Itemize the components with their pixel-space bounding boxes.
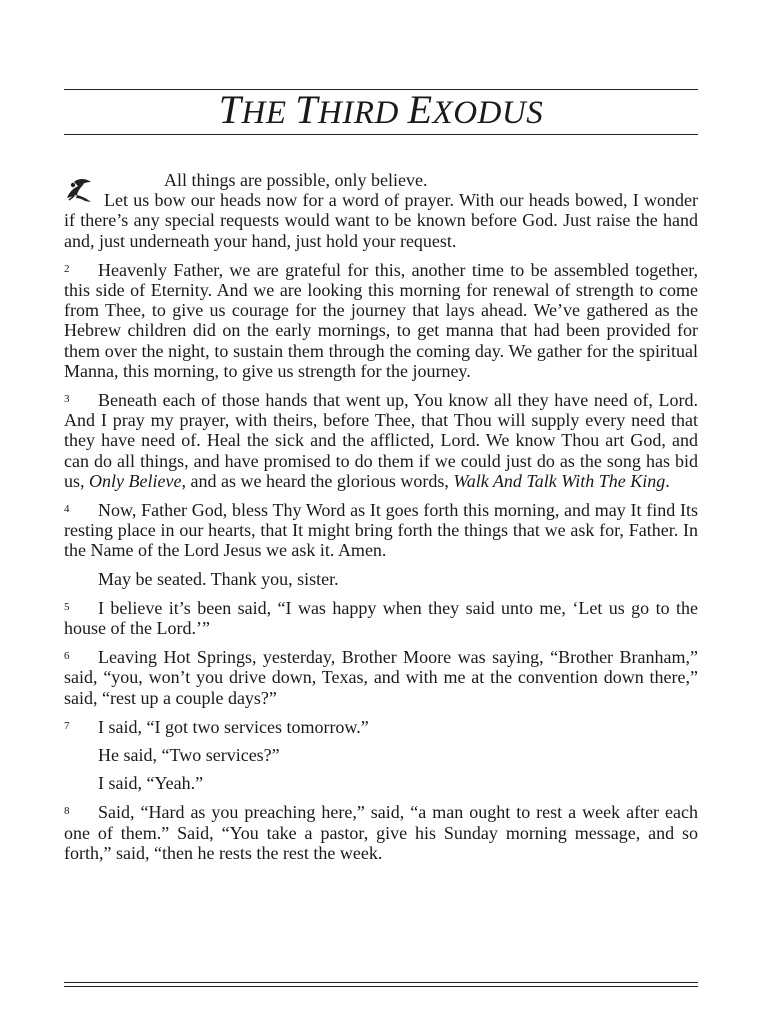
paragraph-number: 2 (64, 262, 70, 275)
footer-rule-2 (64, 986, 698, 987)
paragraph-4: 4 Now, Father God, bless Thy Word as It goes forth this morning, and may It find Its resting place in our hearts, that It might bring forth the things that we ask for, Father. In the Name of the Lord Jesus we ask it. Amen. (64, 500, 698, 561)
header-top-rule (64, 89, 698, 90)
paragraph-number: 3 (64, 393, 70, 406)
paragraph-5: 5 I believe it’s been said, “I was happy when they said unto me, ‘Let us go to the house of the Lord.’” (64, 597, 698, 639)
paragraph-8: 8 Said, “Hard as you preaching here,” said, “a man ought to rest a week after each one of them.” Said, “You take a pastor, give his Sunday morning message, and so forth,” said, “then he rests the rest the week. (64, 802, 698, 863)
intro-line: All things are possible, only believe. (164, 170, 428, 190)
footer-rule-1 (64, 982, 698, 983)
paragraph-number: 4 (64, 503, 70, 516)
paragraph-7b: He said, “Two services?” (98, 745, 280, 766)
paragraph-number: 8 (64, 805, 70, 818)
paragraph-4b: May be seated. Thank you, sister. (98, 568, 339, 589)
paragraph-6: 6 Leaving Hot Springs, yesterday, Brother Moore was saying, “Brother Branham,” said, “you, won’t you drive down, Texas, and with me at the convention down there,” said, “rest up a couple days?” (64, 647, 698, 708)
paragraph-1: Let us bow our heads now for a word of prayer. With our heads bowed, I wonder if there’s any special requests would want to be known before God. Just raise the hand and, just underneath your hand, just hold your request. (64, 190, 698, 251)
paragraph-number: 7 (64, 719, 70, 732)
paragraph-3: 3 Beneath each of those hands that went up, You know all they have need of, Lord. And I pray my prayer, with theirs, before Thee, that Thou will supply every need that they have need of. Heal the sick and the afflicted, Lord. We know Thou art God, and can do all things, and have promised to do them if we could just do as the song has bid us, Only Believe, and as we heard the glorious words, Walk And Talk With The King. (64, 390, 698, 491)
header-bottom-rule (64, 134, 698, 135)
page-title: THE THIRD EXODUS (218, 87, 544, 132)
paragraph-2: 2 Heavenly Father, we are grateful for this, another time to be assembled together, this side of Eternity. And we are looking this morning for renewal of strength to come from Thee, to give us courage for the journey that lays ahead. We’ve gathered as the Hebrew children did on the early mornings, to get manna that had been provided for them over the night, to sustain them through the coming day. We gather for the spiritual Manna, this morning, to give us strength for the journey. (64, 259, 698, 381)
paragraph-7c: I said, “Yeah.” (98, 773, 204, 794)
paragraph-number: 5 (64, 600, 70, 613)
document-body (64, 170, 698, 871)
paragraph-number: 6 (64, 650, 70, 663)
paragraph-7: 7 I said, “I got two services tomorrow.” (64, 716, 369, 737)
